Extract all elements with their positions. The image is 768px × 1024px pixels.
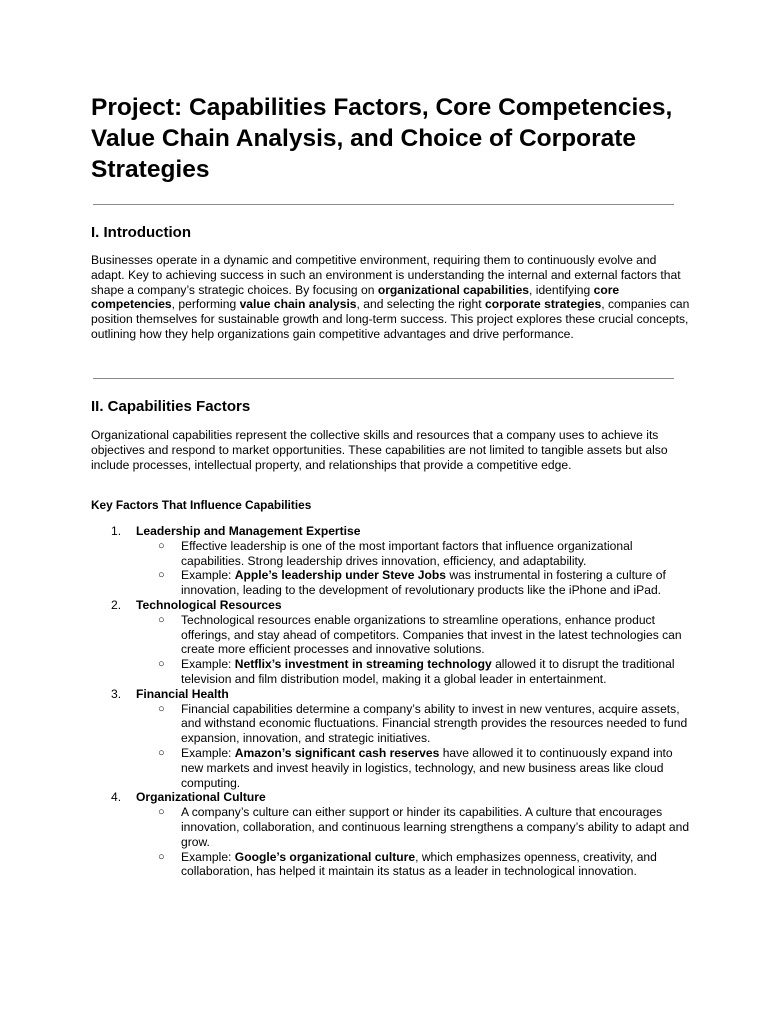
list-number: 3.	[111, 686, 122, 701]
factors-list	[91, 524, 691, 879]
list-number: 1.	[111, 524, 122, 538]
circle-bullet-icon: ○	[158, 850, 165, 863]
factor-sublist	[136, 613, 691, 687]
intro-bold-term: corporate strategies	[484, 297, 602, 312]
sub-bullet-item	[91, 702, 691, 746]
example-text: allowed it to disrupt the traditional television and film distribution model, making it a global leader in entertainment.	[181, 657, 675, 686]
factor-sublist	[136, 539, 691, 598]
circle-bullet-icon: ○	[158, 539, 165, 552]
intro-bold-term: organizational capabilities	[377, 282, 530, 297]
sub-bullet-item	[91, 805, 691, 849]
factor-title: Technological Resources	[136, 597, 282, 612]
intro-text: , and selecting the right	[356, 297, 485, 312]
intro-text: Businesses operate in a dynamic and competitive environment, requiring them to continuously evolve and adapt. Key to achieving success in such an environment is understanding the internal and external factors that shape a company’s strategic choices. By focusing on	[91, 253, 681, 297]
divider	[93, 378, 674, 379]
example-label: Example:	[181, 568, 235, 583]
factor-item	[91, 598, 691, 687]
factor-sublist	[136, 805, 691, 879]
factor-item	[91, 524, 691, 598]
intro-bold-term: value chain analysis	[239, 297, 357, 312]
sub-bullet-item	[91, 657, 691, 687]
intro-text: , companies can position themselves for sustainable growth and long-term success. This project explores these crucial concepts, outlining how they help organizations gain competitive advantages and drive performance.	[91, 297, 690, 341]
example-bold: Google’s organizational culture	[234, 849, 416, 864]
list-number: 2.	[111, 597, 122, 612]
sub-bullet-item	[91, 539, 691, 569]
example-bold: Apple’s leadership under Steve Jobs	[234, 568, 447, 583]
example-bold: Amazon’s significant cash reserves	[234, 745, 440, 760]
circle-bullet-icon: ○	[158, 569, 165, 582]
sub-bullet-item	[91, 568, 691, 598]
example-text: , which emphasizes openness, creativity, and collaboration, has helped it maintain its status as a leader in technological innovation.	[181, 849, 657, 879]
factor-item	[91, 790, 691, 879]
bullet-text: Effective leadership is one of the most important factors that influence organizational capabilities. Strong leadership drives innovation, efficiency, and adaptability.	[181, 538, 633, 568]
intro-text: , identifying	[529, 282, 594, 297]
circle-bullet-icon: ○	[158, 746, 165, 759]
sub-bullet-item	[91, 850, 691, 880]
bullet-text: Financial capabilities determine a company’s ability to invest in new ventures, acquire assets, and withstand economic fluctuations. Financial strength provides the resources needed to fund expansion, innovation, and strategic initiatives.	[181, 701, 688, 746]
intro-bold-term: core competencies	[91, 282, 620, 312]
list-number: 4.	[111, 790, 122, 805]
sub-bullet-item	[91, 613, 691, 657]
bullet-text: Technological resources enable organizations to streamline operations, enhance product offerings, and stay ahead of competitors. Companies that invest in the latest technologies can create more efficient processes and innovative solutions.	[181, 612, 682, 657]
example-text: was instrumental in fostering a culture of innovation, leading to the development of revolutionary products like the iPhone and iPad.	[181, 568, 666, 598]
factor-title: Organizational Culture	[136, 790, 266, 805]
capabilities-paragraph: Organizational capabilities represent the collective skills and resources that a company uses to achieve its objectives and respond to market opportunities. These capabilities are not limited to tangible assets but also include processes, intellectual property, and relationships that provide a competitive edge.	[91, 428, 668, 472]
example-label: Example:	[181, 745, 235, 760]
intro-text: , performing	[171, 297, 240, 312]
example-label: Example:	[181, 849, 235, 864]
factor-title: Leadership and Management Expertise	[136, 524, 361, 538]
factor-sublist	[136, 702, 691, 791]
divider	[93, 204, 674, 205]
key-factors-subheading: Key Factors That Influence Capabilities	[91, 498, 312, 512]
section-heading-capabilities: II. Capabilities Factors	[91, 398, 251, 415]
circle-bullet-icon: ○	[158, 702, 165, 715]
bullet-text: A company’s culture can either support or hinder its capabilities. A culture that encourages innovation, collaboration, and continuous learning strengthens a company’s ability to adapt and grow.	[181, 805, 690, 849]
factor-item	[91, 687, 691, 791]
circle-bullet-icon: ○	[158, 806, 165, 819]
circle-bullet-icon: ○	[158, 613, 165, 626]
example-label: Example:	[181, 657, 235, 672]
sub-bullet-item	[91, 746, 691, 790]
document-title: Project: Capabilities Factors, Core Competencies, Value Chain Analysis, and Choice of Corporate Strategies	[91, 94, 673, 183]
example-text: have allowed it to continuously expand into new markets and invest heavily in logistics, technology, and new business areas like cloud computing.	[181, 745, 673, 790]
factor-title: Financial Health	[136, 686, 229, 701]
introduction-paragraph	[91, 253, 691, 342]
circle-bullet-icon: ○	[158, 658, 165, 671]
section-heading-introduction: I. Introduction	[91, 224, 191, 241]
example-bold: Netflix’s investment in streaming technology	[234, 657, 492, 672]
